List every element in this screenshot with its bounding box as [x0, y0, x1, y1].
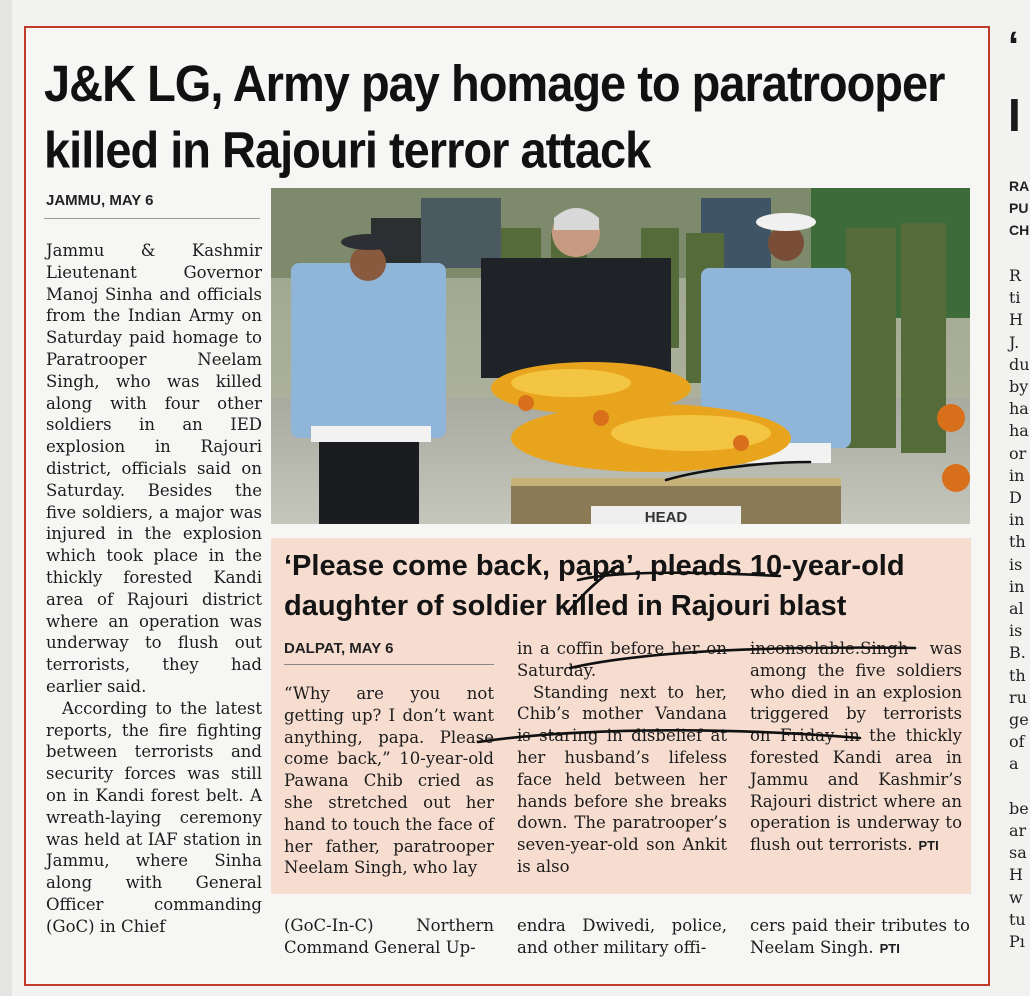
fragment-quote: ‘: [1008, 24, 1020, 68]
article-paragraph: Jammu & Kashmir Lieutenant Governor Manoj Sinha and officials from the Indian Army on Saturday paid homage to Paratrooper Neelam Singh, who was killed along with four other soldiers in an IED explosion in Rajouri district, officials said on Saturday. Besides the five soldiers, a major was injured in the explosion which took place in the thickly forested Kandi area of Rajouri district where an operation was underway to flush out terrorists, they had earlier said.: [46, 241, 262, 696]
fragment-text-line: in: [1009, 465, 1025, 485]
fragment-headline-letter: I: [1008, 89, 1021, 141]
fragment-text-line: by: [1009, 377, 1029, 396]
fragment-text-line: ha: [1009, 421, 1029, 441]
fragment-text-line: ru: [1009, 687, 1027, 707]
next-article-fragment: [1006, 0, 1030, 996]
sidebar-column-1: [284, 683, 494, 879]
article-continuation-column-3: [750, 915, 970, 960]
sidebar-paragraph: [750, 638, 962, 857]
article-paragraph: According to the latest reports, the fire fighting between terrorists and security forces was still on in Kandi forest belt. A wreath-laying ceremony was held at IAF station in Jammu, where Sinha along with General Officer commanding (GoC) in Chief: [46, 698, 262, 936]
fragment-text-line: in: [1009, 510, 1025, 530]
article-paragraph: endra Dwivedi, police, and other military offi-: [517, 916, 727, 957]
fragment-text-line: in: [1009, 576, 1025, 596]
fragment-text-line: al: [1009, 599, 1024, 618]
sidebar-paragraph: Standing next to her, Chib’s mother Vandana is staring in disbelief at her husband’s lifeless face held between her hands before she breaks down. The paratrooper’s seven-year-old son Ankit is also: [517, 682, 727, 876]
sidebar-col3-text: inconsolable.Singh was among the five soldiers who died in an explosion triggered by terrorists on Friday in the thickly forested Kandi area in Jammu and Kashmir’s Rajouri district where an operation is underway to flush out terrorists.: [750, 639, 962, 855]
article-dateline: JAMMU, MAY 6: [46, 192, 154, 209]
sidebar-credit: PTI: [918, 838, 939, 854]
fragment-text-line: R: [1009, 266, 1022, 285]
fragment-text-line: J.: [1009, 332, 1020, 352]
fragment-text-line: th: [1009, 532, 1026, 552]
fragment-text-line: be: [1009, 798, 1029, 818]
fragment-text-line: sa: [1009, 843, 1027, 863]
article-paragraph: (GoC-In-C) Northern Command General Up-: [284, 916, 494, 957]
article-continuation-column-2: [517, 915, 727, 959]
sidebar-headline: ‘Please come back, papa’, pleads 10-year-old daughter of soldier killed in Rajouri blast: [284, 550, 905, 622]
dateline-divider: [44, 218, 260, 219]
fragment-text-line: tu: [1009, 909, 1026, 929]
fragment-text-line: H: [1009, 310, 1023, 330]
adjacent-page-edge: [0, 0, 12, 996]
fragment-text-line: of: [1009, 732, 1025, 752]
article-body-column: [46, 240, 262, 938]
fragment-text-line: a: [1009, 754, 1019, 774]
article-final-text: cers paid their tributes to Neelam Singh.: [750, 916, 970, 957]
sidebar-dateline: DALPAT, MAY 6: [284, 640, 394, 657]
sidebar-dateline-divider: [284, 664, 494, 665]
sidebar-column-2: [517, 638, 727, 878]
article-paragraph: [750, 915, 970, 960]
fragment-text-line: Pı: [1009, 932, 1025, 951]
fragment-text-line: ge: [1009, 710, 1029, 729]
fragment-text-line: or: [1009, 443, 1027, 463]
fragment-dateline-line: RA: [1009, 178, 1030, 194]
fragment-text-line: th: [1009, 665, 1026, 685]
fragment-text-line: is: [1009, 554, 1023, 574]
fragment-text-line: ar: [1009, 821, 1027, 840]
fragment-dateline-line: CH: [1009, 222, 1030, 238]
fragment-text-line: H: [1009, 865, 1023, 885]
fragment-text-line: ti: [1009, 288, 1021, 308]
sidebar-paragraph: “Why are you not getting up? I don’t want anything, papa. Please come back,” 10-year-old Pawana Chib cried as she stretched out her hand to touch the face of her father, paratrooper Neelam Singh, who lay: [284, 684, 494, 878]
fragment-text-line: w: [1009, 887, 1023, 907]
article-credit: PTI: [879, 940, 900, 956]
article-headline: J&K LG, Army pay homage to paratrooper killed in Rajouri terror attack: [44, 54, 945, 179]
fragment-text-line: is: [1009, 621, 1023, 641]
fragment-text-line: D: [1009, 488, 1022, 507]
fragment-dateline-line: PU: [1009, 200, 1029, 216]
fragment-text-line: B.: [1009, 643, 1026, 663]
coffin-plaque-text: HEAD: [644, 509, 688, 526]
wreath-ceremony-photo: [271, 188, 970, 524]
sidebar-column-3: [750, 638, 962, 857]
fragment-text-line: du: [1009, 354, 1030, 374]
fragment-text-line: ha: [1009, 399, 1029, 419]
article-continuation-column-1: [284, 915, 494, 959]
sidebar-paragraph: in a coffin before her on Saturday.: [517, 639, 727, 680]
